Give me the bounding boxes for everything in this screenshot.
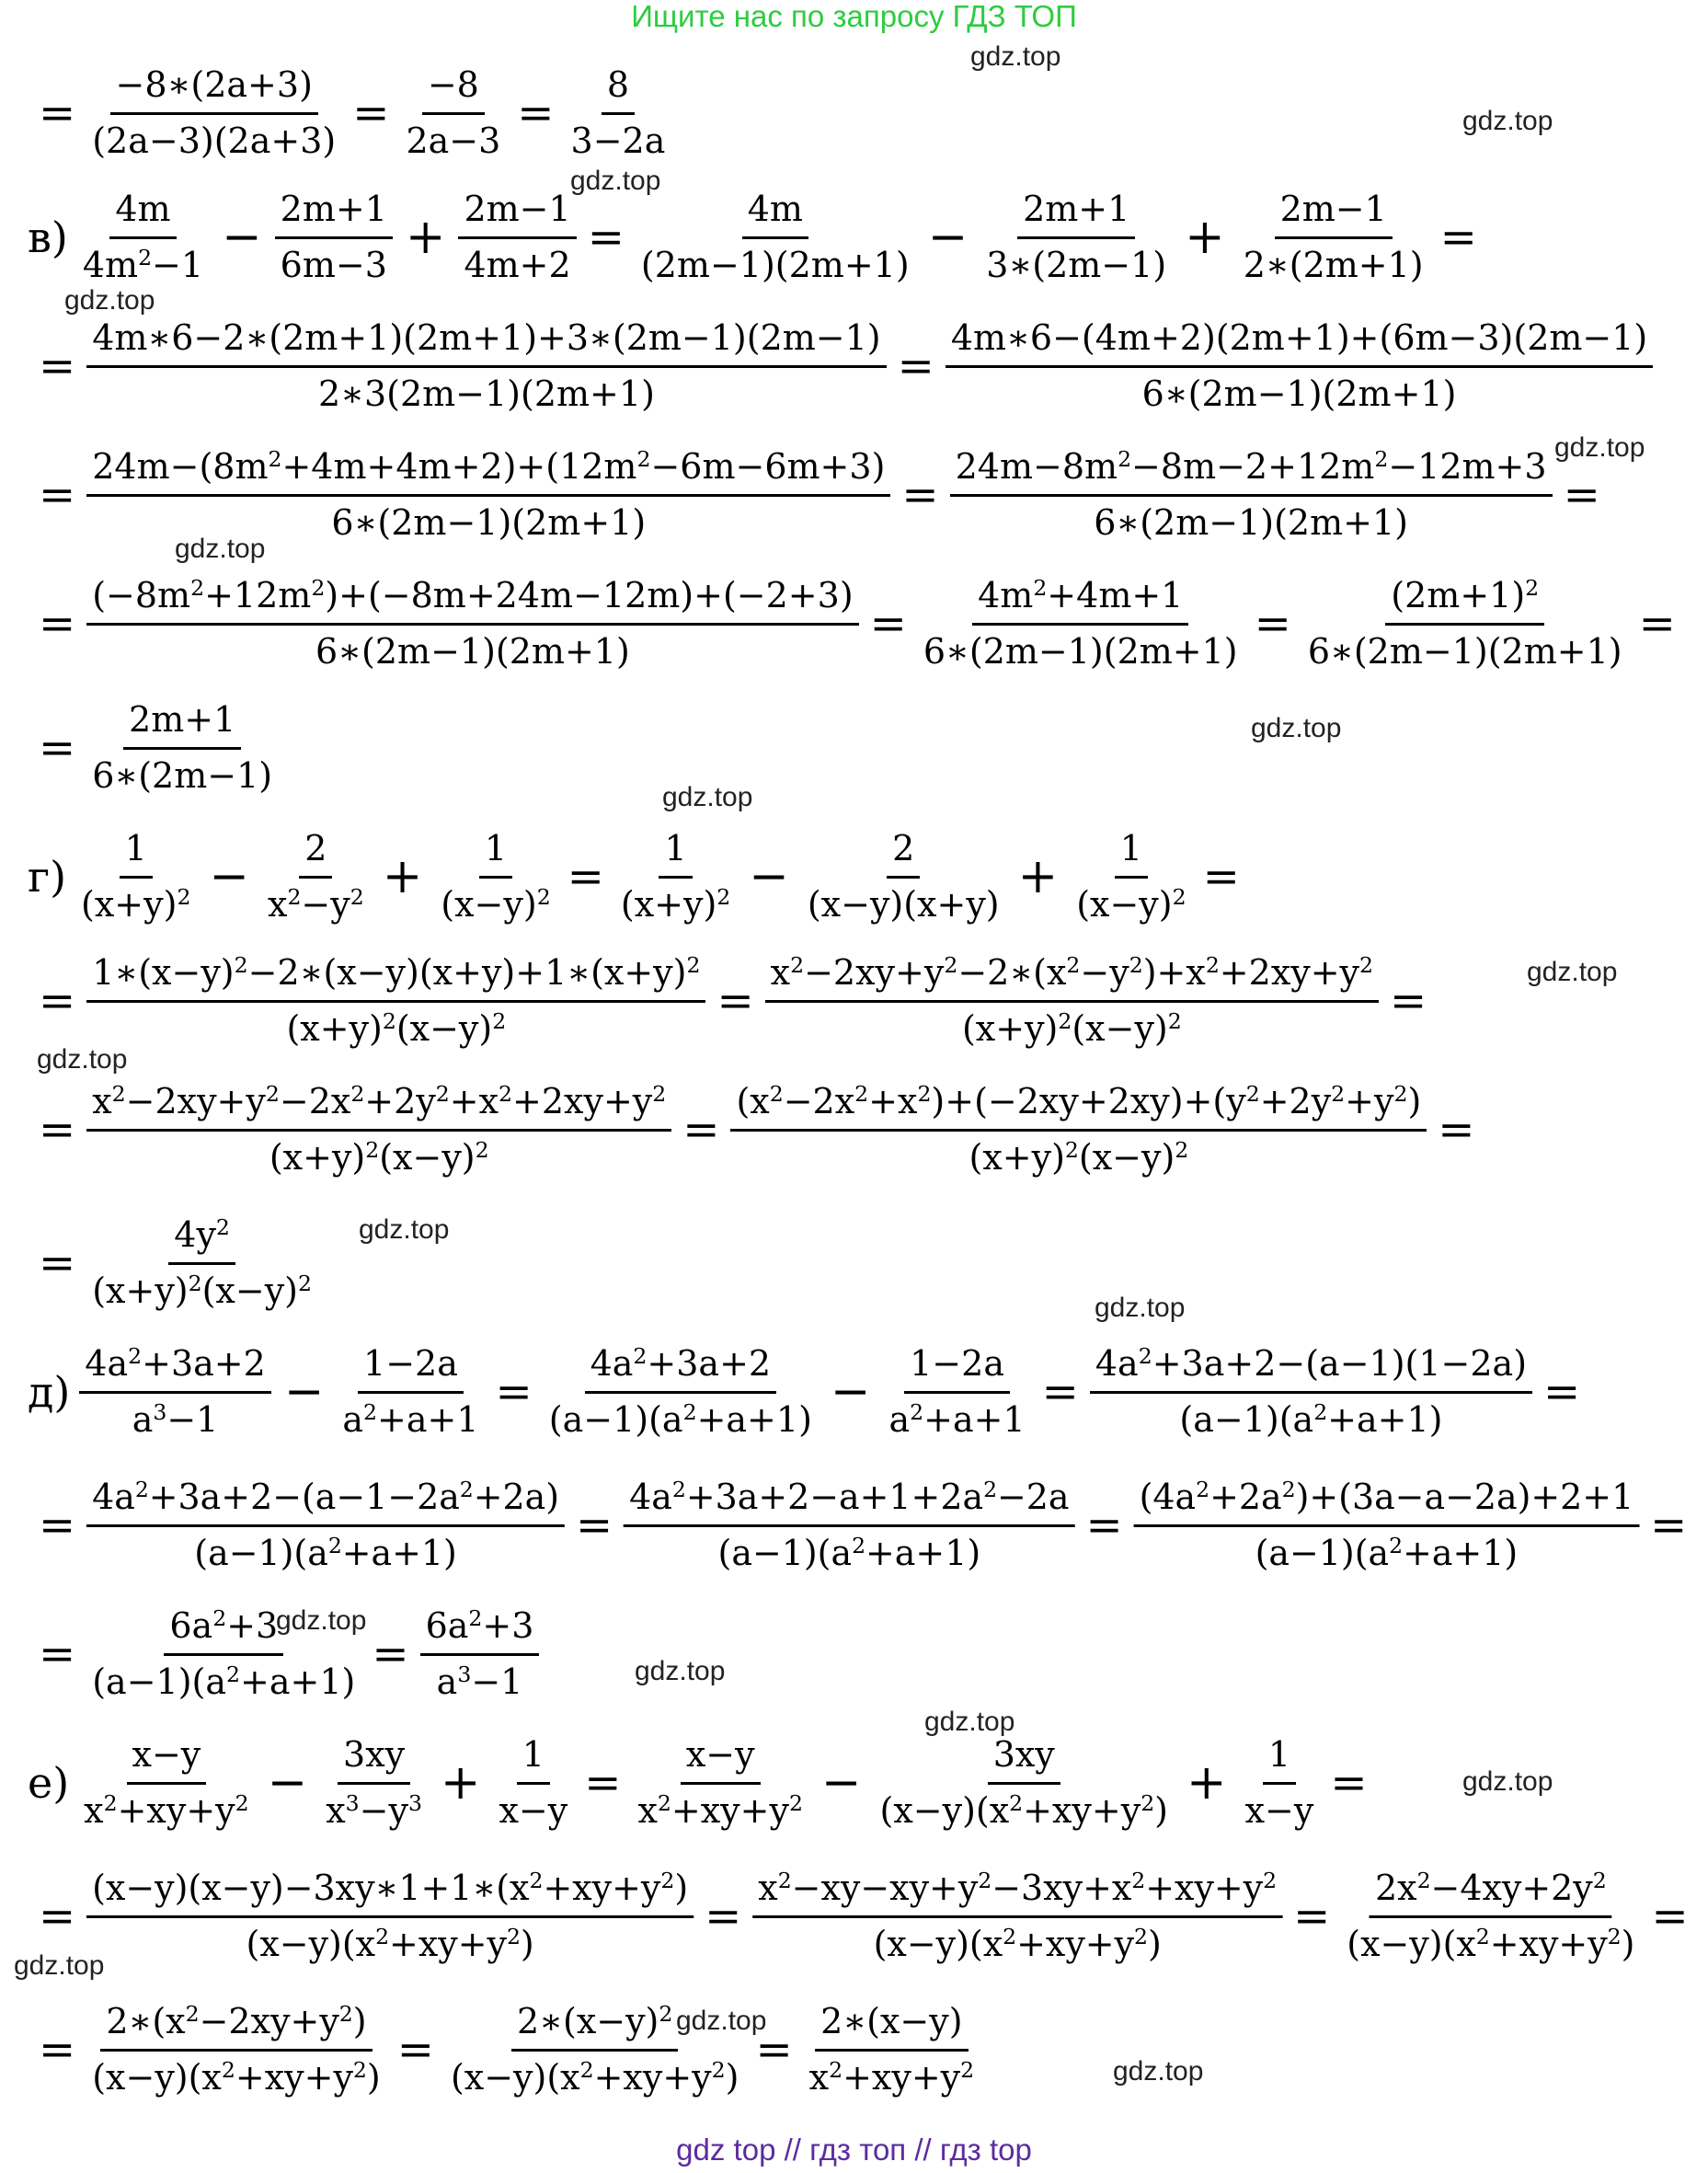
fraction — [86, 699, 278, 797]
search-banner: Ищите нас по запросу ГДЗ ТОП — [631, 0, 1077, 33]
denominator: $(x+y)^2(x-y)^2$ — [92, 1270, 312, 1311]
operator: − — [830, 1364, 871, 1420]
equation-line — [28, 1081, 1486, 1178]
operator: − — [283, 1364, 325, 1420]
fraction — [883, 1343, 1030, 1441]
numerator: $(x-y)(x-y)-3xy∗1+1∗(x^2+xy+y^2)$ — [86, 1868, 694, 1918]
denominator: $(x-y)(x^2+xy+y^2)$ — [873, 1923, 1162, 1964]
numerator: 2 — [299, 828, 332, 879]
equals-sign: = — [1563, 469, 1600, 522]
watermark-text: gdz.top — [662, 782, 753, 812]
fraction — [86, 64, 341, 162]
denominator: $(x-y)^2$ — [1076, 883, 1186, 925]
numerator: 4m — [109, 189, 176, 239]
numerator: $4a^2+3a+2$ — [585, 1343, 777, 1394]
fraction — [946, 317, 1653, 415]
watermark-text: gdz.top — [1554, 432, 1645, 463]
equals-sign: = — [1651, 1891, 1689, 1943]
denominator: $(a-1)(a^2+a+1)$ — [1179, 1398, 1443, 1440]
denominator: $(x+y)^2(x-y)^2$ — [269, 1136, 489, 1178]
denominator: $(a-1)(a^2+a+1)$ — [1255, 1532, 1519, 1573]
problem-label: д) — [28, 1367, 71, 1418]
numerator: $6a^2+3$ — [164, 1605, 283, 1656]
denominator: $(x-y)^2$ — [441, 883, 551, 925]
watermark-text: gdz.top — [676, 2006, 767, 2036]
numerator: 1−2a — [904, 1343, 1010, 1394]
denominator: (2a−3)(2a+3) — [92, 120, 337, 161]
numerator: $2∗(x^2-2xy+y^2)$ — [100, 2001, 372, 2052]
denominator: x−y — [1244, 1789, 1314, 1831]
numerator: $(4a^2+2a^2)+(3a-a-2a)+2+1$ — [1134, 1477, 1640, 1526]
watermark-text: gdz.top — [1462, 1766, 1553, 1797]
watermark-text: gdz.top — [970, 41, 1061, 72]
equals-sign: = — [39, 2024, 76, 2076]
equals-sign: = — [39, 469, 76, 522]
equation-line — [28, 1734, 1379, 1832]
numerator: $(x^2-2x^2+x^2)+(-2xy+2xy)+(y^2+2y^2+y^2)$ — [730, 1081, 1427, 1132]
fraction — [918, 575, 1244, 673]
fraction — [802, 828, 1005, 926]
fraction — [494, 1734, 574, 1832]
fraction — [636, 189, 915, 286]
fraction — [950, 446, 1553, 544]
equals-sign: = — [1543, 1366, 1581, 1419]
fraction — [632, 1734, 808, 1832]
denominator: 6∗(2m−1)(2m+1) — [923, 630, 1238, 672]
operator: + — [440, 1755, 481, 1811]
numerator: $x^2-xy-xy+y^2-3xy+x^2+xy+y^2$ — [752, 1868, 1282, 1918]
denominator: $a^3-1$ — [436, 1661, 523, 1702]
denominator: $x^2+xy+y^2$ — [637, 1789, 803, 1831]
denominator: $a^2+a+1$ — [888, 1398, 1026, 1440]
denominator: $a^2+a+1$ — [342, 1398, 479, 1440]
numerator: 2m−1 — [458, 189, 576, 239]
denominator: $(x-y)(x^2+xy+y^2)$ — [879, 1789, 1168, 1831]
denominator: $(a-1)(a^2+a+1)$ — [717, 1532, 981, 1573]
equals-sign: = — [517, 87, 555, 140]
numerator: $4m^2+4m+1$ — [972, 575, 1188, 626]
equals-sign: = — [1390, 975, 1427, 1028]
watermark-text: gdz.top — [1251, 713, 1342, 743]
equation-line — [28, 828, 1251, 926]
fraction — [1071, 828, 1191, 926]
fraction — [320, 1734, 428, 1832]
denominator: 2∗3(2m−1)(2m+1) — [317, 373, 655, 414]
equals-sign: = — [682, 1104, 720, 1156]
denominator: 6∗(2m−1)(2m+1) — [1094, 501, 1408, 543]
equals-sign: = — [372, 1628, 409, 1681]
numerator: 1−2a — [358, 1343, 464, 1394]
fraction — [435, 828, 556, 926]
numerator: 2m+1 — [1017, 189, 1135, 239]
numerator: 4m∗6−2∗(2m+1)(2m+1)+3∗(2m−1)(2m−1) — [86, 317, 886, 368]
problem-label: е) — [28, 1758, 70, 1809]
equals-sign: = — [869, 598, 907, 650]
equals-sign: = — [705, 1891, 742, 1943]
numerator: −8 — [422, 64, 485, 115]
fraction — [1090, 1343, 1532, 1441]
numerator: $4y^2$ — [168, 1214, 235, 1265]
equals-sign: = — [39, 598, 76, 650]
fraction — [77, 189, 209, 286]
operator: + — [1017, 849, 1059, 905]
fraction — [86, 446, 890, 544]
watermark-text: gdz.top — [64, 285, 155, 316]
watermark-text: gdz.top — [276, 1605, 367, 1636]
denominator: 6∗(2m−1)(2m+1) — [315, 630, 630, 672]
numerator: 1 — [479, 828, 512, 879]
numerator: 2∗(x−y) — [815, 2001, 968, 2052]
equals-sign: = — [39, 1104, 76, 1156]
numerator: 3xy — [988, 1734, 1060, 1785]
watermark-text: gdz.top — [1095, 1293, 1186, 1323]
denominator: (x−y)(x+y) — [807, 883, 1000, 925]
numerator: $2x^2-4xy+2y^2$ — [1370, 1868, 1612, 1918]
numerator: $24m-8m^2-8m-2+12m^2-12m+3$ — [950, 446, 1553, 497]
fraction — [420, 1605, 540, 1703]
numerator: $6a^2+3$ — [420, 1605, 540, 1656]
numerator: 8 — [602, 64, 635, 115]
fraction — [275, 189, 393, 286]
fraction — [980, 189, 1172, 286]
numerator: $2∗(x-y)^2$ — [511, 2001, 678, 2052]
operator: − — [209, 849, 249, 905]
equals-sign: = — [1202, 851, 1240, 903]
numerator: $4a^2+3a+2-a+1+2a^2-2a$ — [624, 1477, 1074, 1526]
watermark-text: gdz.top — [635, 1656, 726, 1686]
equation-line — [28, 1214, 317, 1312]
equation-line — [28, 1343, 1591, 1441]
fraction — [804, 2001, 980, 2098]
fraction — [86, 2001, 386, 2098]
denominator: 3∗(2m−1) — [986, 244, 1167, 285]
numerator: $x^2-2xy+y^2-2x^2+2y^2+x^2+2xy+y^2$ — [86, 1081, 671, 1132]
numerator: $4a^2+3a+2-(a-1)(1-2a)$ — [1090, 1343, 1532, 1394]
fraction — [337, 1343, 484, 1441]
numerator: $24m-(8m^2+4m+4m+2)+(12m^2-6m-6m+3)$ — [86, 446, 890, 497]
equals-sign: = — [716, 975, 754, 1028]
equals-sign: = — [1330, 1757, 1368, 1810]
watermark-text: gdz.top — [37, 1044, 128, 1075]
fraction — [1240, 1734, 1320, 1832]
denominator: $x^3-y^3$ — [326, 1789, 422, 1831]
fraction — [86, 1868, 694, 1965]
equation-line — [28, 64, 671, 162]
watermark-text: gdz.top — [359, 1214, 450, 1245]
watermark-text: gdz.top — [570, 166, 661, 196]
denominator: 6∗(2m−1)(2m+1) — [331, 501, 647, 543]
denominator: $(a-1)(a^2+a+1)$ — [92, 1661, 356, 1702]
equation-line — [28, 952, 1438, 1050]
denominator: $(x+y)^2(x-y)^2$ — [961, 1007, 1182, 1049]
operator: + — [1185, 210, 1225, 266]
numerator: 1 — [1115, 828, 1148, 879]
denominator: 4m+2 — [464, 244, 571, 285]
equals-sign: = — [1438, 1104, 1475, 1156]
problem-label: г) — [28, 852, 67, 903]
fraction — [75, 828, 196, 926]
numerator: 4m∗6−(4m+2)(2m+1)+(6m−3)(2m−1) — [946, 317, 1653, 368]
fraction — [86, 1081, 671, 1178]
equation-line — [28, 1477, 1698, 1574]
watermark-text: gdz.top — [1113, 2056, 1204, 2087]
equals-sign: = — [1439, 212, 1477, 264]
denominator: 6m−3 — [280, 244, 387, 285]
operator: − — [222, 210, 262, 266]
equation-line — [28, 317, 1653, 415]
fraction — [78, 1734, 254, 1832]
equals-sign: = — [396, 2024, 434, 2076]
numerator: −8∗(2a+3) — [110, 64, 318, 115]
watermark-text: gdz.top — [1462, 106, 1553, 136]
watermark-text: gdz.top — [14, 1950, 105, 1981]
fraction — [615, 828, 736, 926]
fraction — [752, 1868, 1282, 1965]
denominator: $4m^2-1$ — [82, 244, 204, 285]
operator: + — [382, 849, 423, 905]
denominator: $(x-y)(x^2+xy+y^2)$ — [92, 2056, 381, 2098]
denominator: $x^2+xy+y^2$ — [84, 1789, 249, 1831]
equals-sign: = — [576, 1500, 613, 1552]
numerator: $1∗(x-y)^2-2∗(x-y)(x+y)+1∗(x+y)^2$ — [86, 952, 705, 1003]
equals-sign: = — [39, 722, 76, 775]
denominator: 6∗(2m−1)(2m+1) — [1141, 373, 1457, 414]
numerator: $(2m+1)^2$ — [1385, 575, 1544, 626]
denominator: 6∗(2m−1)(2m+1) — [1307, 630, 1622, 672]
equation-line — [28, 699, 278, 797]
denominator: x−y — [499, 1789, 568, 1831]
denominator: $x^2-y^2$ — [268, 883, 364, 925]
denominator: $(x-y)(x^2+xy+y^2)$ — [450, 2056, 739, 2098]
denominator: $(a-1)(a^2+a+1)$ — [548, 1398, 812, 1440]
equals-sign: = — [587, 212, 625, 264]
numerator: 2m+1 — [275, 189, 393, 239]
fraction — [730, 1081, 1427, 1178]
fraction — [86, 1477, 565, 1574]
watermark-text: gdz.top — [175, 534, 266, 564]
fraction — [566, 64, 671, 162]
numerator: x−y — [127, 1734, 207, 1785]
equation-line — [28, 189, 1488, 286]
equals-sign: = — [39, 1628, 76, 1681]
fraction — [86, 1214, 317, 1312]
equals-sign: = — [1638, 598, 1676, 650]
fraction — [875, 1734, 1175, 1832]
fraction — [86, 575, 858, 673]
fraction — [458, 189, 576, 286]
watermark-text: gdz.top — [924, 1707, 1015, 1737]
fraction — [1341, 1868, 1640, 1965]
denominator: 6∗(2m−1) — [92, 754, 273, 796]
fraction — [79, 1343, 271, 1441]
equals-sign: = — [1041, 1366, 1079, 1419]
numerator: 1 — [120, 828, 153, 879]
equation-line — [28, 2001, 980, 2098]
denominator: $a^3-1$ — [132, 1398, 219, 1440]
watermark-text: gdz.top — [1527, 957, 1618, 987]
denominator: 2a−3 — [406, 120, 501, 161]
equals-sign: = — [755, 2024, 793, 2076]
denominator: $(x+y)^2$ — [620, 883, 731, 925]
equals-sign: = — [39, 340, 76, 393]
numerator: 1 — [1263, 1734, 1296, 1785]
denominator: $(x+y)^2(x-y)^2$ — [969, 1136, 1189, 1178]
fraction — [86, 952, 705, 1050]
equals-sign: = — [352, 87, 390, 140]
denominator: (2m−1)(2m+1) — [640, 244, 910, 285]
equals-sign: = — [1085, 1500, 1123, 1552]
fraction — [262, 828, 370, 926]
numerator: 4m — [742, 189, 808, 239]
fraction — [86, 317, 886, 415]
numerator: $4a^2+3a+2-(a-1-2a^2+2a)$ — [86, 1477, 565, 1526]
operator: + — [1186, 1755, 1227, 1811]
numerator: 2m−1 — [1275, 189, 1393, 239]
numerator: 2m+1 — [123, 699, 241, 750]
denominator: 2∗(2m+1) — [1243, 244, 1424, 285]
numerator: 3xy — [338, 1734, 410, 1785]
equals-sign: = — [39, 1237, 76, 1290]
operator: − — [927, 210, 969, 266]
equation-line — [28, 1868, 1700, 1965]
numerator: $4a^2+3a+2$ — [79, 1343, 271, 1394]
equals-sign: = — [38, 1891, 76, 1943]
fraction — [765, 952, 1379, 1050]
denominator: 3−2a — [570, 120, 666, 161]
fraction — [400, 64, 506, 162]
equals-sign: = — [567, 851, 604, 903]
numerator: $x^2-2xy+y^2-2∗(x^2-y^2)+x^2+2xy+y^2$ — [765, 952, 1379, 1003]
numerator: 2 — [887, 828, 920, 879]
equation-line — [28, 575, 1687, 673]
fraction — [544, 1343, 818, 1441]
footer-banner: gdz top // гдз топ // гдз top — [676, 2133, 1032, 2167]
equation-line — [28, 446, 1611, 544]
operator: − — [820, 1755, 862, 1811]
denominator: $(x-y)(x^2+xy+y^2)$ — [1347, 1923, 1635, 1964]
equals-sign: = — [584, 1757, 622, 1810]
numerator: 1 — [517, 1734, 550, 1785]
equals-sign: = — [901, 469, 939, 522]
denominator: $x^2+xy+y^2$ — [808, 2056, 975, 2098]
equals-sign: = — [39, 87, 76, 140]
operator: + — [405, 210, 446, 266]
equals-sign: = — [38, 1500, 76, 1552]
fraction — [624, 1477, 1074, 1574]
problem-label: в) — [28, 213, 68, 263]
numerator: x−y — [681, 1734, 761, 1785]
denominator: $(x-y)(x^2+xy+y^2)$ — [246, 1923, 534, 1964]
equals-sign: = — [1293, 1891, 1331, 1943]
fraction — [1238, 189, 1429, 286]
equals-sign: = — [897, 340, 934, 393]
denominator: $(a-1)(a^2+a+1)$ — [194, 1532, 457, 1573]
fraction — [1302, 575, 1628, 673]
equals-sign: = — [1650, 1500, 1688, 1552]
numerator: 1 — [659, 828, 692, 879]
equals-sign: = — [39, 975, 76, 1028]
operator: − — [749, 849, 789, 905]
denominator: $(x+y)^2$ — [81, 883, 191, 925]
operator: − — [267, 1755, 308, 1811]
fraction — [1134, 1477, 1640, 1574]
equals-sign: = — [1254, 598, 1291, 650]
equals-sign: = — [495, 1366, 533, 1419]
numerator: $(-8m^2+12m^2)+(-8m+24m-12m)+(-2+3)$ — [86, 575, 858, 626]
denominator: $(x+y)^2(x-y)^2$ — [286, 1007, 507, 1049]
